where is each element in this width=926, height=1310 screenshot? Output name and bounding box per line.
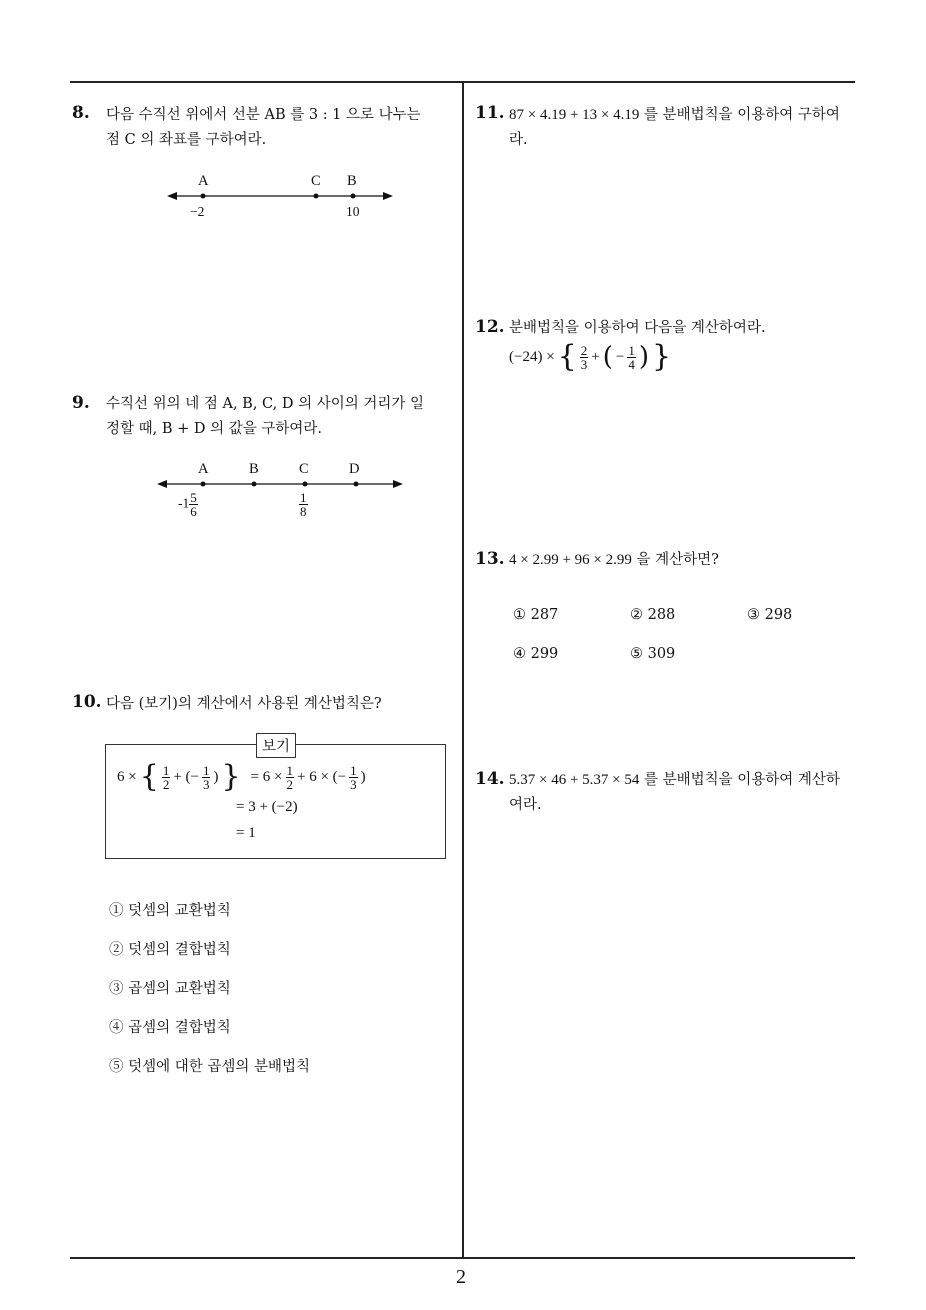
paren-close-2: ) bbox=[360, 768, 366, 785]
choice-1[interactable]: ① 287 bbox=[513, 607, 559, 623]
value-b: 10 bbox=[346, 204, 360, 219]
numerator: 1 bbox=[350, 762, 357, 778]
numerator: 1 bbox=[300, 490, 307, 505]
denominator: 6 bbox=[190, 504, 197, 519]
denominator: 2 bbox=[286, 776, 293, 792]
point-a bbox=[201, 482, 206, 487]
value-a-whole: -1 bbox=[178, 495, 190, 511]
label-d: D bbox=[349, 461, 360, 477]
denominator: 4 bbox=[628, 356, 635, 372]
choice-4[interactable]: ④ 299 bbox=[513, 646, 559, 662]
paren-close: ) bbox=[638, 342, 650, 372]
choice-2[interactable]: ② 덧셈의 결합법칙 bbox=[109, 942, 231, 958]
question-text: 를 분배법칙을 이용하여 구하여 bbox=[644, 107, 840, 123]
label-b: B bbox=[347, 173, 357, 189]
fraction-third bbox=[202, 764, 211, 791]
question-text bbox=[509, 547, 719, 574]
choice-3[interactable]: ③ 곱셈의 교환법칙 bbox=[109, 981, 231, 997]
point-c bbox=[303, 482, 308, 487]
choice-5[interactable]: ⑤ 309 bbox=[630, 646, 676, 662]
bottom-rule bbox=[70, 1257, 855, 1259]
value-a bbox=[178, 491, 198, 518]
choice-1[interactable]: ① 덧셈의 교환법칙 bbox=[109, 903, 231, 919]
question-text-line2: 정할 때, B + D 의 값을 구하여라. bbox=[106, 421, 322, 437]
brace-open: { bbox=[139, 759, 159, 794]
question-number: 11. bbox=[475, 103, 505, 123]
expression bbox=[509, 339, 672, 374]
label-b: B bbox=[249, 461, 259, 477]
brace-close: } bbox=[221, 759, 241, 794]
numerator: 1 bbox=[162, 762, 170, 778]
numerator: 2 bbox=[580, 342, 588, 358]
choice-3[interactable]: ③ 298 bbox=[747, 607, 793, 623]
bogi-lead: 6 × bbox=[117, 768, 137, 785]
minus: − bbox=[615, 348, 625, 365]
choice-4[interactable]: ④ 곱셈의 결합법칙 bbox=[109, 1020, 231, 1036]
center-divider bbox=[462, 81, 464, 1258]
question-number: 8. bbox=[72, 103, 90, 123]
point-a bbox=[201, 194, 206, 199]
bogi-line3: = 1 bbox=[236, 825, 256, 841]
value-a-fraction bbox=[189, 491, 198, 518]
question-text: 분배법칙을 이용하여 다음을 계산하여라. bbox=[509, 320, 766, 336]
denominator: 3 bbox=[202, 776, 210, 792]
question-text-line2: 라. bbox=[509, 132, 528, 148]
question-number: 10. bbox=[72, 692, 102, 712]
plus: + bbox=[591, 348, 600, 365]
numerator: 1 bbox=[628, 342, 635, 358]
bogi-label: 보기 bbox=[256, 733, 296, 758]
value-a: −2 bbox=[190, 204, 205, 219]
question-text-line1 bbox=[509, 767, 840, 794]
question-text: 를 분배법칙을 이용하여 계산하 bbox=[644, 772, 840, 788]
brace-close: } bbox=[652, 339, 672, 374]
question-number: 14. bbox=[475, 769, 505, 789]
question-text-line1 bbox=[509, 102, 840, 129]
numerator: 1 bbox=[202, 762, 210, 778]
page-number: 2 bbox=[456, 1266, 466, 1288]
denominator: 3 bbox=[350, 776, 357, 792]
bogi-plus: + 6 × (− bbox=[297, 768, 347, 785]
question-text-line1: 수직선 위의 네 점 A, B, C, D 의 사이의 거리가 일 bbox=[106, 396, 424, 412]
denominator: 3 bbox=[580, 356, 588, 372]
paren-close: ) bbox=[213, 768, 219, 785]
expression: 5.37 × 46 + 5.37 × 54 bbox=[509, 772, 640, 788]
question-text-rest: 을 계산하면? bbox=[636, 552, 719, 568]
bogi-eq: = 6 × bbox=[250, 768, 283, 785]
choice-2[interactable]: ② 288 bbox=[630, 607, 676, 623]
choice-5[interactable]: ⑤ 덧셈에 대한 곱셈의 분배법칙 bbox=[109, 1059, 311, 1075]
label-c: C bbox=[299, 461, 309, 477]
fraction-half bbox=[162, 764, 171, 791]
brace-open: { bbox=[557, 339, 577, 374]
question-number: 9. bbox=[72, 393, 90, 413]
question-text: 다음 (보기)의 계산에서 사용된 계산법칙은? bbox=[106, 696, 382, 712]
fraction-1 bbox=[580, 344, 589, 371]
paren-open: ( bbox=[602, 342, 613, 372]
label-c: C bbox=[311, 173, 321, 189]
label-a: A bbox=[198, 461, 209, 477]
lead: (−24) × bbox=[509, 348, 555, 365]
expression: 87 × 4.19 + 13 × 4.19 bbox=[509, 107, 640, 123]
numerator: 1 bbox=[286, 762, 293, 778]
numerator: 5 bbox=[190, 490, 197, 505]
question-text-line2: 점 C 의 좌표를 구하여라. bbox=[106, 132, 267, 148]
question-text-line1: 다음 수직선 위에서 선분 AB 를 3 : 1 으로 나누는 bbox=[106, 107, 421, 123]
expression: 4 × 2.99 + 96 × 2.99 bbox=[509, 552, 632, 568]
denominator: 2 bbox=[162, 776, 170, 792]
point-b bbox=[252, 482, 257, 487]
label-a: A bbox=[198, 173, 209, 189]
plus-minus: + (− bbox=[173, 768, 199, 785]
fraction-half-2 bbox=[286, 764, 295, 791]
value-c bbox=[299, 491, 308, 518]
fraction-2 bbox=[627, 344, 636, 371]
question-number: 12. bbox=[475, 317, 505, 337]
point-c bbox=[314, 194, 319, 199]
value-c-fraction bbox=[299, 491, 308, 518]
bogi-line1 bbox=[117, 759, 366, 794]
question-text-line2: 여라. bbox=[509, 797, 542, 813]
bogi-line2: = 3 + (−2) bbox=[236, 799, 298, 815]
point-d bbox=[354, 482, 359, 487]
question-number: 13. bbox=[475, 549, 505, 569]
denominator: 8 bbox=[300, 504, 307, 519]
fraction-third-2 bbox=[349, 764, 358, 791]
point-b bbox=[351, 194, 356, 199]
